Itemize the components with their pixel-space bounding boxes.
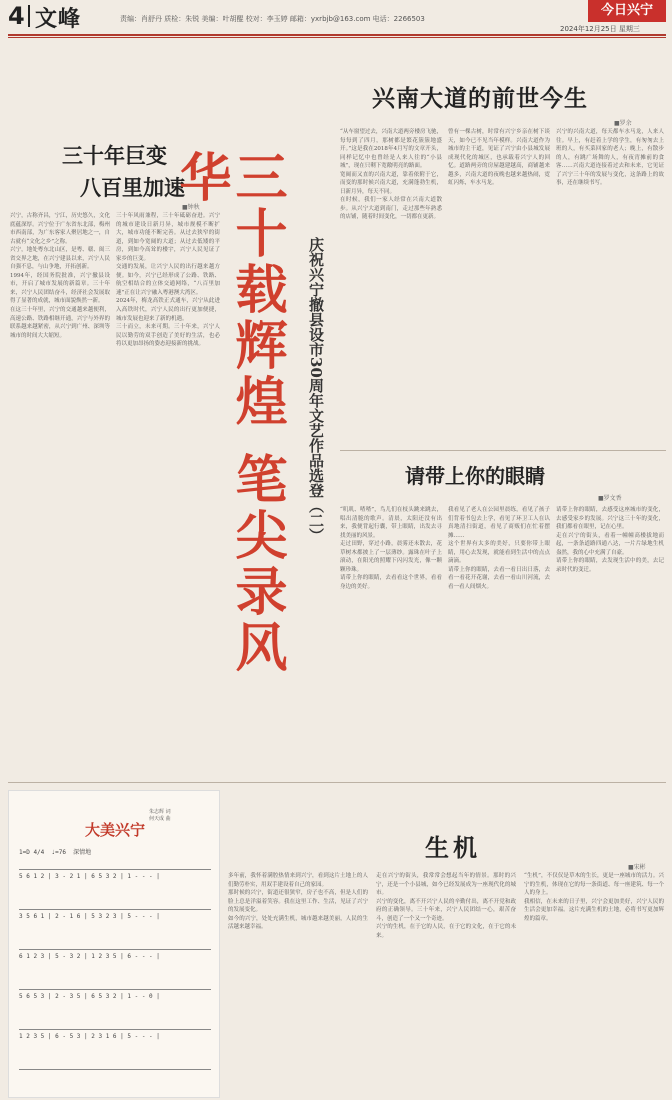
byline-xingnan: ■罗余 [614,120,632,127]
article-text: “从车窗望过去，兴南大道两旁楼房飞驰，每每到了四月，那树都是繁花簇簇地盛开。”这是我在2018年4月写的文章开头，同样记忆中也曾经是人来人往的“小县城”，现在只剩下宽敞明亮的路面。 宽阔而又直的兴南大道，靠着依附于它，而变的那时候兴南大道，充满蓬勃生机，日新月异，每天不同。 在时候，我们一家人经常在兴南大道散步。从兴宁大道到南门，走过那些年熟悉的店铺，随着时间变化，一切都在更新。 [340,129,442,221]
section-title: 文峰 [35,7,82,32]
score-line: 6 1 2 3 | 5 - 3 2 | 1 2 3 5 | 6 - - - | [19,953,160,960]
headline-sanshi-line1: 三十年巨变 [62,143,167,168]
score-line: 1 2 3 5 | 6 - 5 3 | 2 3 1 6 | 5 - - - | [19,1033,160,1040]
article-text: 请带上你的眼睛，去感受这座城市的变化，去感受家乡的发展。兴宁这三十年的变化，我们都看在眼里，记在心里。 走在兴宁的街头，看着一幢幢高楼拔地而起，一条条道路四通八达，一片片绿地生机盎然，我的心中充满了自豪。 请带上你的眼睛，去发现生活中的美，去记录时代的变迁。 [556,507,664,573]
article-text: 走在兴宁的街头，我常常会想起当年的情景。那时的兴宁，还是一个小县城，如今已经发展成为一座现代化的城市。 兴宁的变化，离不开兴宁人民的辛勤付出，离不开党和政府的正确领导。三十年来，兴宁人民团结一心，艰苦奋斗，创造了一个又一个奇迹。 兴宁的生机，在于它的人民，在于它的文化，在于它的未来。 [376,873,516,939]
headline-xingnan: 兴南大道的前世今生 [372,85,588,112]
article-text: 兴宁，古称齐昌，宁江，历史悠久，文化底蕴深厚。兴宁位于广东省东北部，梅州市西南部，为广东客家人聚居地之一，自古就有“文化之乡”之称。 兴宁，地处粤东北山区，是粤、赣、闽三省交界之地，在兴宁建县以来，兴宁人民自强不息，与山争地，开拓创新。 1994年，经国务院批准，兴宁撤县设市，开启了城市发展的新篇章。三十年来，兴宁人民团结奋斗，经济社会发展取得了显著的成就，城市面貌焕然一新。 在这三十年里，兴宁的交通越来越便利，高速公路、铁路相继开通，兴宁与外界的联系越来越紧密，从兴宁到广州、深圳等城市的时间大大缩短。 [10,213,110,339]
staff-line [19,869,211,870]
staff-line [19,909,211,910]
headline-sanshi-line2: 八百里加速 [80,175,185,200]
header-rule [8,34,666,36]
score-line: 5 6 1 2 | 3 - 2 1 | 6 5 3 2 | 1 - - - | [19,873,160,880]
editor-credits: 责编：肖舒丹 质检：朱锐 美编：叶胡醌 校对：李玉婷 邮箱：yxrbjb@163.com 电话：2266503 [120,15,425,23]
byline-yanjing: ■罗文香 [598,495,622,502]
byline-sanshi: ■钟秋 [182,204,200,211]
staff-line [19,1069,211,1070]
score-line: 1=D 4/4 ♩=76 深情地 [19,849,92,856]
issue-date: 2024年12月25日 星期三 [560,25,640,33]
byline-shengji: ■宋彬 [628,864,646,871]
staff-line [19,1029,211,1030]
feature-banner-subtitle: 庆祝兴宁撤县设市30周年文艺作品选登（二） [307,237,325,543]
feature-banner-title: 三十载辉煌 笔尖录风华 [170,150,287,677]
divider [28,5,30,27]
score-line: 5 6 5 3 | 2 - 3 5 | 6 5 3 2 | 1 - - 0 | [19,993,160,1000]
article-text: 兴宁的兴南大道，每天都车水马龙，人来人往。早上，有赶着上学的学生，有匆匆去上班的人，有买菜回家的老人；晚上，有散步的人，有跳广场舞的人，有夜宵摊前的食客……兴南大道连接着过去和未来，它见证了兴宁三十年的发展与变化，这条路上的故事，还在继续书写。 [556,129,664,187]
music-score [8,790,220,1098]
staff-line [19,989,211,990]
article-text: 三十年风雨兼程，三十年砥砺奋进。兴宁的城市建设日新月异，城市规模不断扩大，城市功能不断完善。从过去狭窄的街道，到如今宽阔的大道；从过去低矮的平房，到如今高耸的楼宇，兴宁人民见证了家乡的巨变。 交通的发展，让兴宁人民的出行越来越方便。如今，兴宁已经形成了公路、铁路、航空相结合的立体交通网络，“八百里加速”正在让兴宁融入粤港澳大湾区。 2024年，梅龙高铁正式通车，兴宁从此进入高铁时代，兴宁人民的出行更加便捷，城市发展也迎来了新的机遇。 三十而立，未来可期。三十年来，兴宁人民以勤劳的双手创造了美好的生活，也必将以更加昂扬的姿态迎接新的挑战。 [116,213,220,348]
article-text: 多年前，我怀着满腔热情来到兴宁，看到这片土地上的人们勤劳朴实，用双手建设着自己的家园。 那时候的兴宁，街道还很狭窄，房子也不高，但是人们的脸上总是洋溢着笑容。我在这里工作、生活，见证了兴宁的发展变化。 如今的兴宁，处处充满生机，城市越来越美丽，人民的生活越来越幸福。 [228,873,368,931]
article-text: 我看见了老人在公园里晨练，看见了孩子们背着书包去上学，看见了环卫工人在认真地清扫街道，看见了商贩们在忙着摆摊…… 这个世界有太多的美好，只要你带上眼睛，用心去发现，就能看到生活中的点点滴滴。 请带上你的眼睛，去看一看日出日落，去看一看花开花谢，去看一看山川河流，去看一看人间烟火。 [448,507,550,590]
header-rule-thin [8,37,666,38]
section-divider [8,782,666,783]
headline-yanjing: 请带上你的眼睛 [405,464,545,488]
article-text: “生机”，不仅仅是草木的生长，更是一座城市的活力。兴宁的生机，体现在它的每一条街道、每一座建筑、每一个人的身上。 我相信，在未来的日子里，兴宁会更加美好，兴宁人民的生活会更加幸福。这片充满生机的土地，必将书写更加辉煌的篇章。 [524,873,664,922]
staff-line [19,949,211,950]
headline-shengji: 生机 [425,833,481,862]
article-text: 曾有一棵古树，时常有兴宁乡亲在树下谈天，如今已不见当年模样。兴南大道作为城市的主干道，见证了兴宁由小县城发展成现代化的城区，也承载着兴宁人的回忆。道路两旁的房屋越建越高，商铺越来越多，兴南大道的夜晚也越来越热闹，霓虹闪烁，车水马龙。 [448,129,550,187]
section-divider [340,450,666,451]
page-number: 4 [8,2,25,30]
song-credits: 朱志辉 词 何天成 曲 [149,809,171,822]
score-line: 3 5 6 1 | 2 - 1 6 | 5 3 2 3 | 5 - - - | [19,913,160,920]
article-text: “叽叽、喳喳”，鸟儿们在枝头跳来跳去，唱出清脆的歌声。清晨，太阳还没有出来，我便背起行囊，带上眼睛，出发去寻找美丽的风景。 走过田野，穿过小路，晨雾还未散去，花草树木都披上了一层薄纱。露珠在叶子上滚动，在阳光的照耀下闪闪发光，像一颗颗珍珠。 请带上你的眼睛，去看看这个世界，看看身边的美好。 [340,507,442,590]
song-title: 大美兴宁 [85,821,146,839]
newspaper-logo: 今日兴宁 [588,0,666,22]
